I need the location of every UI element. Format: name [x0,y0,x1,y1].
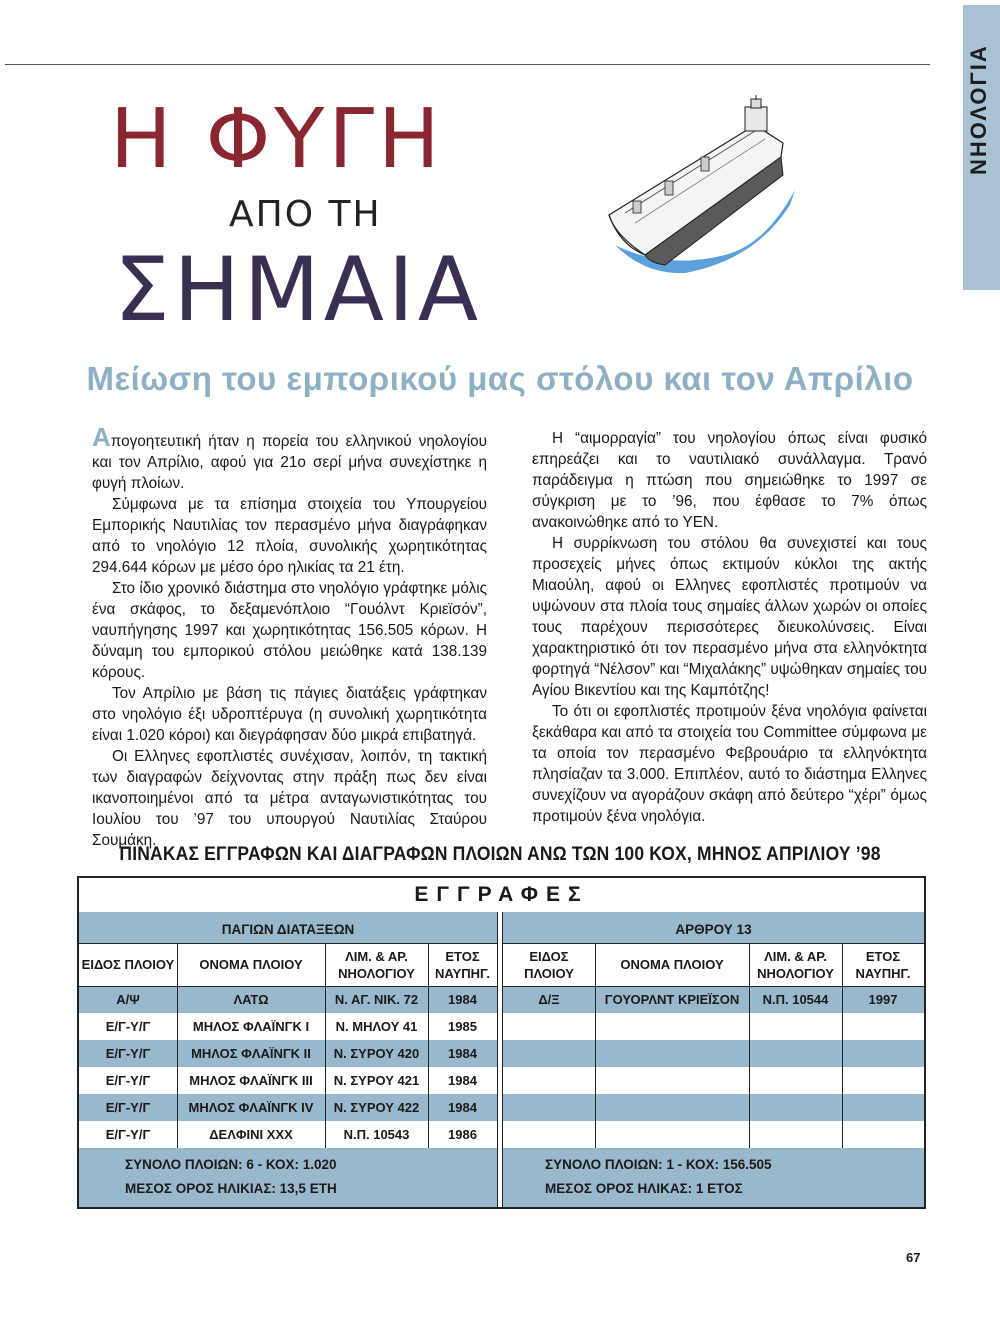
paragraph: Η “αιμορραγία” του νηολογίου όπως είναι φυσικό επηρεάζει και το ναυτιλιακό συνάλλαγμα. Τρανό παράδειγμα η πτώση που σημειώθηκε το 1997 σε σύγκριση με το ’96, που έφθασε το 7% όπως ανακοινώθηκε από το ΥΕΝ. [532,430,927,531]
table-section-right [503,912,924,1207]
drop-cap: Α [92,422,111,452]
article-column-left [92,422,487,851]
table-cell: Δ/Ξ [538,992,560,1007]
headline-line-2: ΑΠΟ ΤΗ [229,194,382,235]
column-header: ΛΙΜ. & ΑΡ. ΝΗΟΛΟΓΙΟΥ [338,948,415,981]
paragraph: Στο ίδιο χρονικό διάστημα στο νηολόγιο γράφτηκε μόλις ένα σκάφος, το δεξαμενόπλοιο “Γουόλντ Κριεϊσόν”, ναυπήγησης 1997 και χωρητικότητας 156.505 κόρων. Η δύναμη του εμπορικού στόλου μειώθηκε κατά 138.139 κόρους. [92,580,487,681]
paragraph: Τον Απρίλιο με βάση τις πάγιες διατάξεις γράφτηκαν στο νηολόγιο έξι υδροπτέρυγα (η συνολική χωρητικότητα είναι 1.020 κόροι) και διεγράφησαν δύο μικρά επιβατηγά. [92,685,487,744]
paragraph: Η συρρίκνωση του στόλου θα συνεχιστεί και τους προσεχείς μήνες όπως εκτιμούν κύκλοι της ακτής Μιαούλη, αφού οι Ελληνες εφοπλιστές προτιμούν να υψώνουν στα πλοία τους σημαίες άλλων χωρών οι οποίες τους παρέχουν περισσότερες διευκολύνσεις. Είναι χαρακτηριστικό ότι τον περασμένο μήνα στα ελληνόκτητα φορτηγά “Νέλσον” και “Μιχαλάκης” υψώθηκαν σημαίες του Αγίου Βικεντίου και της Καμπότζης! [532,535,927,699]
paragraph: Οι Ελληνες εφοπλιστές συνέχισαν, λοιπόν, τη τακτική των διαγραφών δείχνοντας στην πράξη πως δεν είναι ικανοποιημένοι από τα μέτρα ανταγωνιστικότητας του Ιουλίου του ’97 του υπουργού Ναυτιλίας Σταύρου Σουμάκη. [92,748,487,849]
table-cell: Ε/Γ-Υ/Γ [105,1046,151,1061]
table-cell: ΜΗΛΟΣ ΦΛΑΪΝΓΚ ΙΙΙ [189,1073,313,1088]
table-cell: Ε/Γ-Υ/Γ [105,1127,151,1142]
table-cell: 1984 [448,1100,477,1115]
table-cell: Ν. ΜΗΛΟΥ 41 [335,1019,418,1034]
registrations-table [77,876,926,1209]
column-header: ΟΝΟΜΑ ΠΛΟΙΟΥ [620,957,724,972]
table-cell: ΜΗΛΟΣ ΦΛΑΪΝΓΚ ΙΙ [191,1046,311,1061]
table-header: ΕΓΓΡΑΦΕΣ [79,878,924,912]
total-line: ΣΥΝΟΛΟ ΠΛΟΙΩΝ: 1 - ΚΟΧ: 156.505 [545,1157,772,1172]
section-tab-label: ΝΗΟΛΟΓΙΑ [966,44,991,175]
headline-line-1: Η ΦΥΓΗ [110,92,444,187]
table-cell: Ε/Γ-Υ/Γ [105,1100,151,1115]
table-cell: Ε/Γ-Υ/Γ [105,1019,151,1034]
tanker-ship-illustration [605,95,800,280]
column-header: ΕΙΔΟΣ ΠΛΟΙΟΥ [524,948,574,981]
column-header: ΕΙΔΟΣ ΠΛΟΙΟΥ [81,957,175,972]
total-line: ΜΕΣΟΣ ΟΡΟΣ ΗΛΙΚΙΑΣ: 13,5 ΕΤΗ [125,1181,337,1196]
table-cell: Ν. ΣΥΡΟΥ 421 [333,1073,420,1088]
table-cell: 1997 [868,992,898,1007]
paragraph: Το ότι οι εφοπλιστές προτιμούν ξένα νηολόγια φαίνεται ξεκάθαρα και από τα στοιχεία του Committee σύμφωνα με τα οποία τον περασμένο Φεβρουάριο τα ελληνόκτητα πλησίαζαν τα 3.000. Επιπλέον, αυτό το διάστημα Ελληνες συνεχίζουν να αγοράζουν σκάφη από δεύτερο “χέρι” όμως προτιμούν ξένα νηολόγια. [532,703,927,825]
table-cell: 1985 [448,1019,477,1034]
table-section-left [79,912,497,1207]
headline-line-3: ΣΗΜΑΙΑ [114,238,483,341]
table-cell: Α/Ψ [116,992,140,1007]
table-cell: ΓΟΥΟΡΛΝΤ ΚΡΙΕΪΣΟΝ [604,992,740,1007]
table-cell: Ε/Γ-Υ/Γ [105,1073,151,1088]
top-rule [5,64,930,65]
table-cell: Ν.Π. 10543 [343,1127,410,1142]
total-line: ΜΕΣΟΣ ΟΡΟΣ ΗΛΙΚΑΣ: 1 ΕΤΟΣ [545,1181,743,1196]
page-number: 67 [906,1250,921,1265]
table-title: ΠΙΝΑΚΑΣ ΕΓΓΡΑΦΩΝ ΚΑΙ ΔΙΑΓΡΑΦΩΝ ΠΛΟΙΩΝ ΑΝΩ ΤΩΝ 100 ΚΟΧ, ΜΗΝΟΣ ΑΠΡΙΛΙΟΥ ’98 [119,844,881,865]
table-cell: ΔΕΛΦΙΝΙ ΧΧΧ [209,1127,293,1142]
article-column-right [532,428,927,827]
column-header: ΕΤΟΣ ΝΑΥΠΗΓ. [855,948,911,981]
paragraph-text: πογοητευτική ήταν η πορεία του ελληνικού νηολογίου και τον Απρίλιο, αφού για 21ο σερί μήνα συνεχίστηκε η φυγή πλοίων. [92,433,487,492]
table-cell: ΜΗΛΟΣ ΦΛΑΪΝΓΚ Ι [192,1019,310,1034]
table-cell: 1986 [448,1127,477,1142]
table-cell: Ν. ΑΓ. ΝΙΚ. 72 [334,992,419,1007]
group-header: ΠΑΓΙΩΝ ΔΙΑΤΑΞΕΩΝ [221,922,355,937]
table-cell: Ν. ΣΥΡΟΥ 422 [333,1100,420,1115]
article-subtitle: Μείωση του εμπορικού μας στόλου και τον Απρίλιο [86,360,914,397]
table-cell: Ν. ΣΥΡΟΥ 420 [333,1046,420,1061]
column-header: ΕΤΟΣ ΝΑΥΠΗΓ. [434,948,491,981]
table-cell: 1984 [448,1046,477,1061]
paragraph: Σύμφωνα με τα επίσημα στοιχεία του Υπουργείου Εμπορικής Ναυτιλίας τον περασμένο μήνα διαγράφηκαν από το νηολόγιο 12 πλοία, συνολικής χωρητικότητας 294.644 κόρων με μέσο όρο ηλικίας τα 21 έτη. [92,496,487,576]
total-line: ΣΥΝΟΛΟ ΠΛΟΙΩΝ: 6 - ΚΟΧ: 1.020 [125,1157,337,1172]
column-header: ΟΝΟΜΑ ΠΛΟΙΟΥ [199,957,303,972]
table-cell: ΛΑΤΩ [233,992,269,1007]
table-cell: 1984 [448,992,477,1007]
table-cell: 1984 [448,1073,477,1088]
group-header: ΑΡΘΡΟΥ 13 [675,922,752,937]
table-cell: Ν.Π. 10544 [762,992,829,1007]
table-cell: ΜΗΛΟΣ ΦΛΑΪΝΓΚ ΙV [188,1100,314,1115]
column-header: ΛΙΜ. & ΑΡ. ΝΗΟΛΟΓΙΟΥ [757,948,834,981]
paragraph [92,422,487,494]
